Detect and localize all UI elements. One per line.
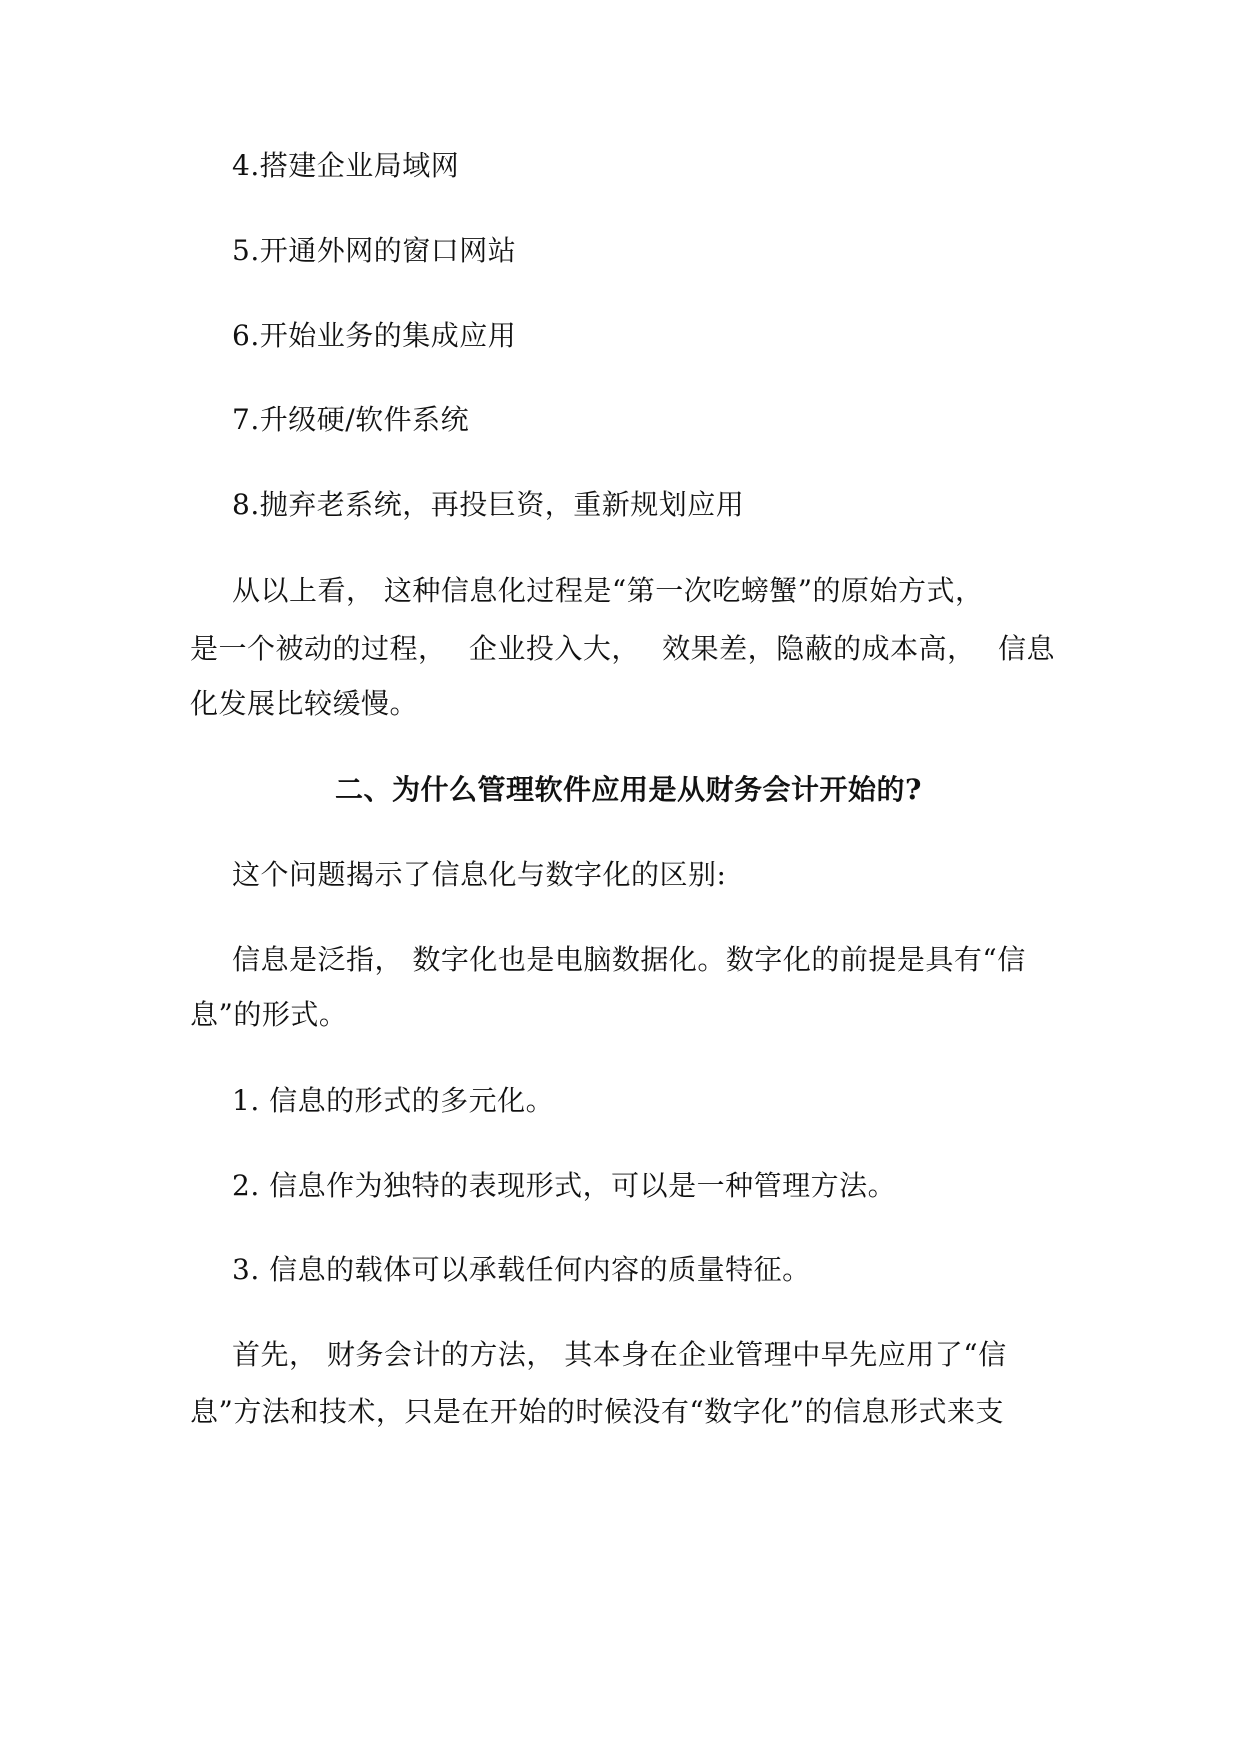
text-segment: 企业投入大， <box>468 632 640 665</box>
paragraph-line: 息”方法和技术，只是在开始的时候没有“数字化”的信息形式来支 <box>190 1395 1004 1428</box>
list-item: 1. 信息的形式的多元化。 <box>232 1084 555 1117</box>
list-item: 4.搭建企业局域网 <box>232 149 460 182</box>
list-item: 6.开始业务的集成应用 <box>232 319 517 352</box>
paragraph-line: 这个问题揭示了信息化与数字化的区别: <box>232 858 727 891</box>
list-item: 2. 信息作为独特的表现形式，可以是一种管理方法。 <box>232 1169 897 1202</box>
paragraph-line: 信息是泛指， 数字化也是电脑数据化。数字化的前提是具有“信 <box>232 943 1026 976</box>
list-item: 5.开通外网的窗口网站 <box>232 234 517 267</box>
paragraph-line: 首先， 财务会计的方法， 其本身在企业管理中早先应用了“信 <box>232 1338 1007 1371</box>
list-item: 8.抛弃老系统，再投巨资，重新规划应用 <box>232 488 745 521</box>
list-item: 7.升级硬/软件系统 <box>232 403 470 436</box>
paragraph-line <box>190 631 1055 667</box>
section-heading: 二、为什么管理软件应用是从财务会计开始的? <box>335 773 922 806</box>
text-segment: 效果差，隐蔽的成本高， <box>662 632 976 665</box>
text-segment: 信息 <box>997 632 1055 665</box>
list-item: 3. 信息的载体可以承载任何内容的质量特征。 <box>232 1253 811 1286</box>
text-segment: 是一个被动的过程， <box>190 632 447 665</box>
paragraph-line: 息”的形式。 <box>190 998 348 1031</box>
paragraph-line: 从以上看， 这种信息化过程是“第一次吃螃蟹”的原始方式， <box>232 574 984 607</box>
paragraph-line: 化发展比较缓慢。 <box>190 687 419 720</box>
